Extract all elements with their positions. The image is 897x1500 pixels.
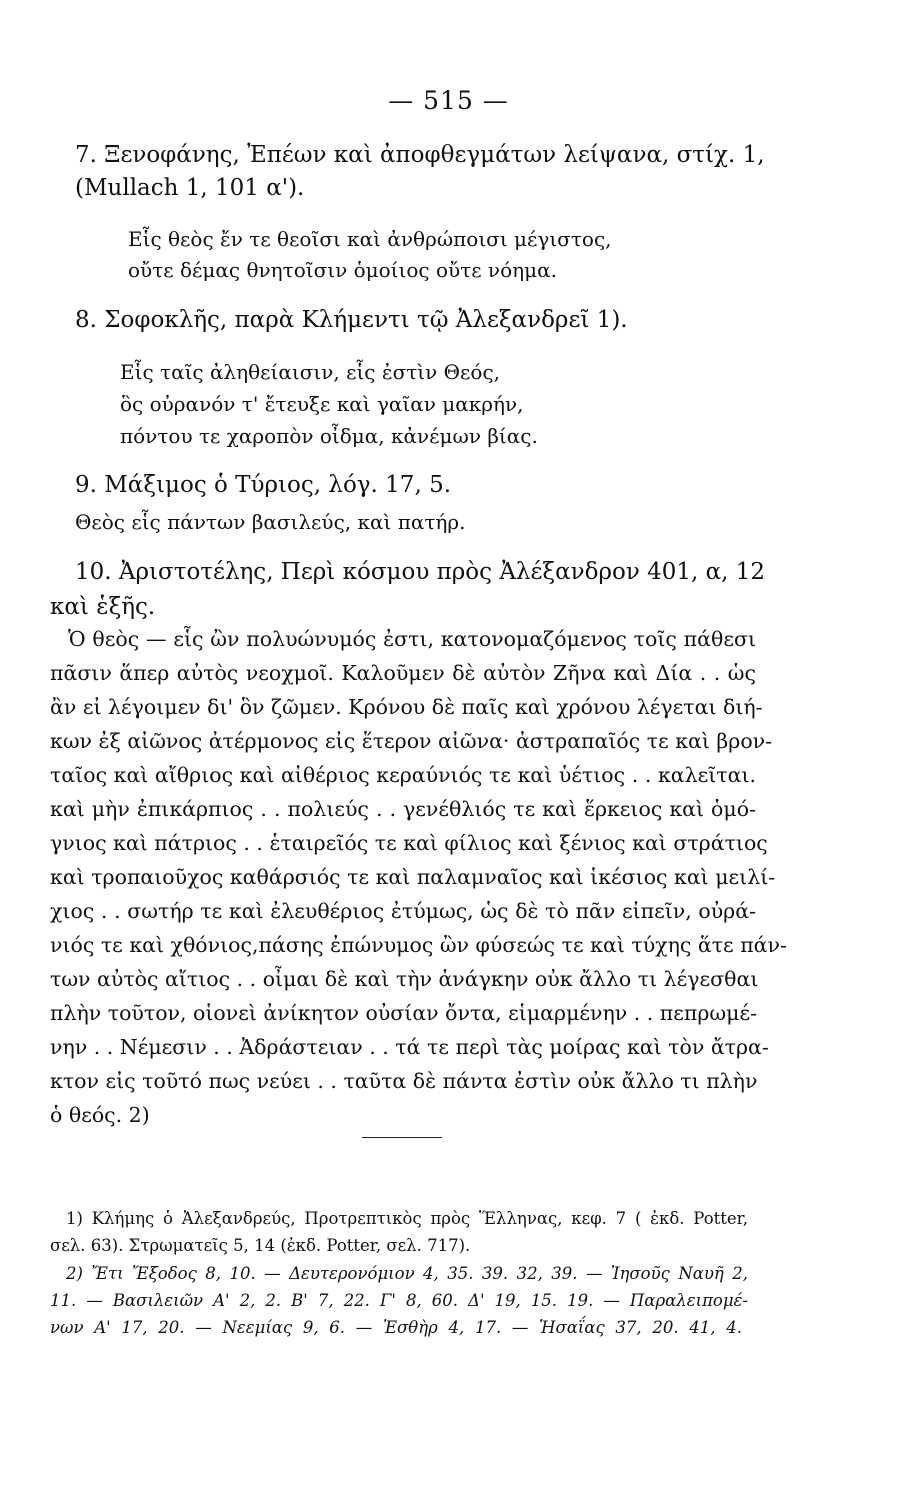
section-10-heading-line-1: 10. Ἀριστοτέλης, Περὶ κόσμου πρὸς Ἀλέξανδρον 401, α, 12 xyxy=(75,559,766,585)
section-10-body-line-9: χιος . . σωτήρ τε καὶ ἐλευθέριος ἐτύμως, ὡς δὲ τὸ πᾶν εἰπεῖν, οὐρά- xyxy=(50,899,756,923)
section-10-body-line-3: ἂν εἰ λέγοιμεν δι' ὃν ζῶμεν. Κρόνου δὲ παῖς καὶ χρόνου λέγεται διή- xyxy=(50,695,763,719)
section-10-body-line-4: κων ἐξ αἰῶνος ἀτέρμονος εἰς ἕτερον αἰῶνα· ἀστραπαῖός τε καὶ βρον- xyxy=(50,729,773,753)
section-8-verse-line-3: πόντου τε χαροπὸν οἶδμα, κἀνέμων βίας. xyxy=(120,424,538,448)
page-number: — 515 — xyxy=(388,86,509,115)
section-10-body-line-6: καὶ μὴν ἐπικάρπιος . . πολιεύς . . γενέθλιός τε καὶ ἕρκειος καὶ ὁμό- xyxy=(50,797,756,821)
section-10-body-line-12: πλὴν τοῦτον, οἱονεὶ ἀνίκητον οὐσίαν ὄντα, εἱμαρμένην . . πεπρωμέ- xyxy=(50,1001,757,1025)
section-10-body-line-5: ταῖος καὶ αἴθριος καὶ αἰθέριος κεραύνιός τε καὶ ὑέτιος . . καλεῖται. xyxy=(50,763,756,787)
footnote-2-line-3: νων Α' 17, 20. — Νεεμίας 9, 6. — Ἐσθὴρ 4, 17. — Ἡσαΐας 37, 20. 41, 4. xyxy=(50,1317,742,1337)
section-10-body-line-11: των αὐτὸς αἴτιος . . οἶμαι δὲ καὶ τὴν ἀνάγκην οὐκ ἄλλο τι λέγεσθαι xyxy=(50,967,759,991)
section-7-heading-line-1: 7. Ξενοφάνης, Ἐπέων καὶ ἀποφθεγμάτων λείψανα, στίχ. 1, xyxy=(75,142,765,168)
section-8-heading-line-1: 8. Σοφοκλῆς, παρὰ Κλήμεντι τῷ Ἀλεξανδρεῖ 1). xyxy=(75,307,628,333)
section-9-verse-line-1: Θεὸς εἷς πάντων βασιλεύς, καὶ πατήρ. xyxy=(75,510,466,534)
section-7-heading-line-2: (Mullach 1, 101 α'). xyxy=(75,175,305,201)
footnote-2-line-2: 11. — Βασιλειῶν Α' 2, 2. Β' 7, 22. Γ' 8, 60. Δ' 19, 15. 19. — Παραλειπομέ- xyxy=(50,1290,748,1310)
section-10-body-line-13: νην . . Νέμεσιν . . Ἀδράστειαν . . τά τε περὶ τὰς μοίρας καὶ τὸν ἄτρα- xyxy=(50,1035,769,1059)
section-10-body-line-7: γνιος καὶ πάτριος . . ἑταιρεῖός τε καὶ φίλιος καὶ ξένιος καὶ στράτιος xyxy=(50,831,768,855)
section-8-verse-line-1: Εἷς ταῖς ἀληθείαισιν, εἷς ἐστὶν Θεός, xyxy=(120,360,501,384)
footnote-1-line-1: 1) Κλήμης ὁ Ἀλεξανδρεύς, Προτρεπτικὸς πρὸς Ἕλληνας, κεφ. 7 ( ἐκδ. Potter, xyxy=(66,1208,748,1228)
section-10-heading-line-2: καὶ ἑξῆς. xyxy=(50,594,156,620)
section-10-body-line-2: πᾶσιν ἅπερ αὐτὸς νεοχμοῖ. Καλοῦμεν δὲ αὐτὸν Ζῆνα καὶ Δία . . ὡς xyxy=(50,661,756,685)
section-8-verse-line-2: ὃς οὐρανόν τ' ἔτευξε καὶ γαῖαν μακρήν, xyxy=(120,392,524,416)
section-7-verse-line-1: Εἷς θεὸς ἔν τε θεοῖσι καὶ ἀνθρώποισι μέγιστος, xyxy=(128,227,612,251)
section-10-body-line-10: νιός τε καὶ χθόνιος,πάσης ἐπώνυμος ὢν φύσεώς τε καὶ τύχης ἅτε πάν- xyxy=(50,933,787,957)
section-9-heading-line-1: 9. Μάξιμος ὁ Τύριος, λόγ. 17, 5. xyxy=(75,472,452,498)
section-10-body-line-14: κτον εἰς τοῦτό πως νεύει . . ταῦτα δὲ πάντα ἐστὶν οὐκ ἄλλο τι πλὴν xyxy=(50,1069,758,1093)
section-10-body-line-15: ὁ θεός. 2) xyxy=(50,1103,150,1127)
section-7-verse-line-2: οὔτε δέμας θνητοῖσιν ὁμοίιος οὔτε νόημα. xyxy=(128,258,557,282)
footnote-separator-rule xyxy=(362,1137,442,1138)
section-10-body-line-1: Ὁ θεὸς — εἷς ὢν πολυώνυμός ἐστι, κατονομαζόμενος τοῖς πάθεσι xyxy=(68,627,756,651)
footnote-1-line-2: σελ. 63). Στρωματεῖς 5, 14 (ἐκδ. Potter, σελ. 717). xyxy=(50,1235,471,1255)
footnote-2-line-1: 2) Ἔτι Ἔξοδος 8, 10. — Δευτερονόμιον 4, 35. 39. 32, 39. — Ἰησοῦς Ναυῆ 2, xyxy=(66,1263,748,1283)
section-10-body-line-8: καὶ τροπαιοῦχος καθάρσιός τε καὶ παλαμναῖος καὶ ἱκέσιος καὶ μειλί- xyxy=(50,865,776,889)
